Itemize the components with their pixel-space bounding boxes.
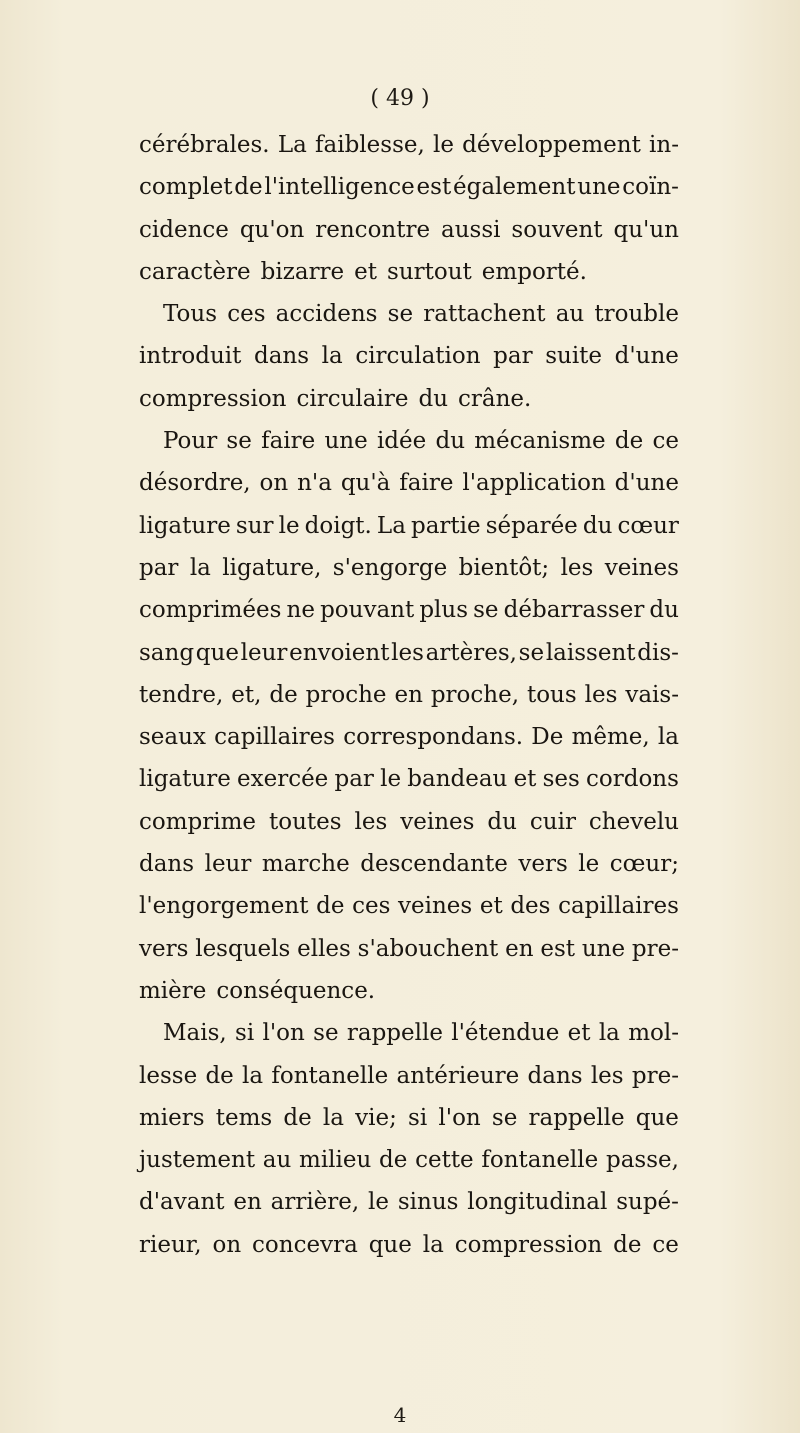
text-line: comprime toutes les veines du cuir chevelu (139, 808, 679, 835)
text-line: l'engorgement de ces veines et des capillaires (139, 893, 679, 920)
text-line: cérébrales. La faiblesse, le développement in- (139, 132, 679, 158)
text-line: Pour se faire une idée du mécanisme de ce (163, 428, 679, 455)
text-line: caractère bizarre et surtout emporté. (139, 258, 587, 285)
text-line: ligature exercée par le bandeau et ses cordons (139, 766, 679, 793)
text-line: justement au milieu de cette fontanelle passe, (139, 1147, 679, 1174)
text-line: tendre, et, de proche en proche, tous les vais- (139, 681, 679, 708)
page-number: ( 49 ) (370, 86, 430, 111)
text-line: rieur, on concevra que la compression de ce (139, 1231, 679, 1258)
text-line: Mais, si l'on se rappelle l'étendue et la mol- (163, 1020, 679, 1047)
text-line: comprimées ne pouvant plus se débarrasser du (139, 597, 679, 624)
text-line: introduit dans la circulation par suite d'une (139, 343, 679, 370)
signature-mark: 4 (393, 1403, 407, 1427)
text-line: par la ligature, s'engorge bientôt; les veines (139, 554, 679, 581)
text-line: mière conséquence. (139, 977, 376, 1004)
text-line: cidence qu'on rencontre aussi souvent qu'un (139, 216, 679, 243)
text-line: seaux capillaires correspondans. De même, la (139, 724, 679, 751)
text-line: vers lesquels elles s'abouchent en est une pre- (139, 935, 679, 962)
text-line: miers tems de la vie; si l'on se rappelle que (139, 1104, 679, 1131)
text-line: sang que leur envoient les artères, se laissent dis- (139, 639, 679, 666)
text-line: complet de l'intelligence est également une coïn- (139, 174, 679, 201)
text-line: d'avant en arrière, le sinus longitudinal supé- (139, 1189, 679, 1216)
text-line: compression circulaire du crâne. (139, 385, 532, 412)
text-line: dans leur marche descendante vers le cœur; (139, 851, 679, 878)
text-line: Tous ces accidens se rattachent au trouble (163, 301, 679, 328)
body-text (139, 124, 679, 1266)
text-line: ligature sur le doigt. La partie séparée du cœur (139, 512, 679, 539)
text-line: lesse de la fontanelle antérieure dans les pre- (139, 1062, 679, 1089)
text-line: désordre, on n'a qu'à faire l'application d'une (139, 470, 679, 497)
